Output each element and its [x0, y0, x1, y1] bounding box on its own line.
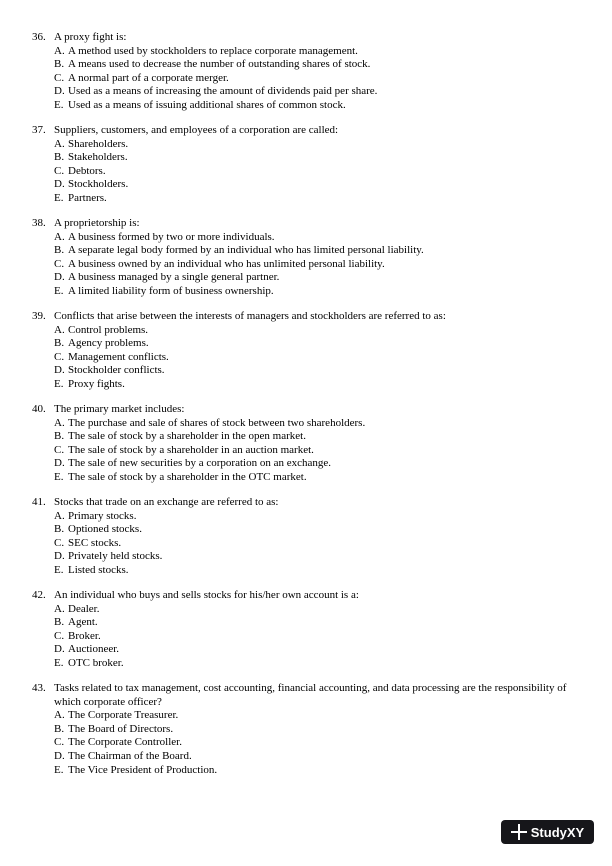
option-letter: C. [54, 629, 65, 642]
option-text: Used as a means of issuing additional shares of common stock. [68, 98, 346, 111]
option-text: A separate legal body formed by an individual who has limited personal liability. [68, 244, 424, 257]
option-letter: A. [54, 137, 65, 150]
option-d [32, 750, 592, 764]
question-number: 38. [32, 217, 46, 229]
option-text: Stockholders. [68, 178, 129, 191]
question-number: 42. [32, 589, 46, 601]
option-b [32, 723, 592, 737]
option-text: The Corporate Controller. [68, 736, 182, 749]
option-text: Stockholder conflicts. [68, 364, 165, 377]
option-letter: E. [54, 470, 64, 483]
option-letter: B. [54, 523, 65, 536]
option-letter: B. [54, 616, 65, 629]
question-text: Suppliers, customers, and employees of a corporation are called: [54, 124, 339, 136]
question-number: 40. [32, 403, 46, 415]
option-letter: B. [54, 722, 65, 735]
option-text: Management conflicts. [68, 350, 169, 363]
option-text: Proxy fights. [68, 377, 125, 390]
option-letter: E. [54, 98, 64, 111]
option-text: The sale of stock by a shareholder in an auction market. [68, 443, 314, 456]
option-text: Privately held stocks. [68, 550, 163, 563]
question-number: 43. [32, 682, 46, 694]
question-38 [32, 217, 592, 299]
option-text: Shareholders. [68, 137, 129, 150]
option-text: A limited liability form of business ownership. [68, 284, 274, 297]
option-text: Primary stocks. [68, 509, 137, 522]
option-text: Optioned stocks. [68, 523, 142, 536]
option-letter: C. [54, 257, 65, 270]
option-letter: A. [54, 44, 65, 57]
option-text: Debtors. [68, 164, 106, 177]
option-text: Dealer. [68, 602, 100, 615]
option-b [32, 337, 592, 351]
option-c [32, 537, 592, 551]
option-text: OTC broker. [68, 656, 124, 669]
option-a [32, 231, 592, 245]
option-letter: B. [54, 337, 65, 350]
option-d [32, 643, 592, 657]
option-text: Auctioneer. [68, 643, 120, 656]
option-a [32, 510, 592, 524]
option-letter: B. [54, 151, 65, 164]
option-letter: D. [54, 364, 65, 377]
option-text: Control problems. [68, 323, 149, 336]
option-letter: B. [54, 244, 65, 257]
question-text: Tasks related to tax management, cost accounting, financial accounting, and data processing are the responsibility of which corporate officer? [54, 682, 567, 708]
option-letter: D. [54, 178, 65, 191]
question-text: A proprietorship is: [54, 217, 140, 229]
option-text: A business formed by two or more individuals. [68, 230, 275, 243]
question-number: 39. [32, 310, 46, 322]
option-e [32, 657, 592, 671]
question-text: The primary market includes: [54, 403, 185, 415]
question-43 [32, 682, 592, 777]
option-letter: D. [54, 643, 65, 656]
option-letter: C. [54, 350, 65, 363]
option-letter: E. [54, 377, 64, 390]
option-c [32, 165, 592, 179]
option-a [32, 138, 592, 152]
option-text: Used as a means of increasing the amount of dividends paid per share. [68, 85, 378, 98]
question-text: A proxy fight is: [54, 31, 127, 43]
option-text: A method used by stockholders to replace corporate management. [68, 44, 358, 57]
question-39 [32, 310, 592, 392]
option-letter: B. [54, 58, 65, 71]
option-letter: C. [54, 164, 65, 177]
option-c [32, 736, 592, 750]
option-b [32, 151, 592, 165]
option-text: The sale of stock by a shareholder in the OTC market. [68, 470, 307, 483]
option-e [32, 378, 592, 392]
option-c [32, 630, 592, 644]
option-text: The Corporate Treasurer. [68, 709, 179, 722]
option-letter: D. [54, 749, 65, 762]
option-d [32, 457, 592, 471]
option-letter: C. [54, 736, 65, 749]
option-b [32, 616, 592, 630]
option-text: A normal part of a corporate merger. [68, 71, 229, 84]
option-letter: A. [54, 323, 65, 336]
question-text: Conflicts that arise between the interests of managers and stockholders are referred to as: [54, 310, 446, 322]
option-letter: E. [54, 563, 64, 576]
option-text: Agent. [68, 616, 98, 629]
question-text: Stocks that trade on an exchange are referred to as: [54, 496, 279, 508]
option-e [32, 764, 592, 778]
option-letter: C. [54, 443, 65, 456]
question-number: 36. [32, 31, 46, 43]
option-letter: A. [54, 709, 65, 722]
option-text: Agency problems. [68, 337, 149, 350]
option-text: The Chairman of the Board. [68, 749, 192, 762]
option-letter: E. [54, 656, 64, 669]
option-text: The Vice President of Production. [68, 763, 218, 776]
option-text: The sale of stock by a shareholder in the open market. [68, 430, 306, 443]
option-letter: A. [54, 230, 65, 243]
option-e [32, 564, 592, 578]
option-text: The purchase and sale of shares of stock between two shareholders. [68, 416, 366, 429]
option-text: The Board of Directors. [68, 722, 174, 735]
option-a [32, 417, 592, 431]
question-text: An individual who buys and sells stocks for his/her own account is a: [54, 589, 359, 601]
option-a [32, 45, 592, 59]
option-c [32, 444, 592, 458]
option-letter: A. [54, 602, 65, 615]
option-d [32, 178, 592, 192]
option-c [32, 258, 592, 272]
question-40 [32, 403, 592, 485]
option-letter: D. [54, 550, 65, 563]
option-c [32, 72, 592, 86]
option-text: SEC stocks. [68, 536, 122, 549]
option-a [32, 603, 592, 617]
option-text: A business managed by a single general partner. [68, 271, 280, 284]
question-number: 41. [32, 496, 46, 508]
question-41 [32, 496, 592, 578]
option-d [32, 271, 592, 285]
option-text: Listed stocks. [68, 563, 129, 576]
question-36 [32, 31, 592, 113]
question-number: 37. [32, 124, 46, 136]
option-letter: B. [54, 430, 65, 443]
option-text: Partners. [68, 191, 107, 204]
option-d [32, 85, 592, 99]
option-e [32, 471, 592, 485]
option-text: The sale of new securities by a corporation on an exchange. [68, 457, 331, 470]
option-letter: E. [54, 191, 64, 204]
option-letter: C. [54, 536, 65, 549]
option-letter: D. [54, 457, 65, 470]
question-37 [32, 124, 592, 206]
option-d [32, 550, 592, 564]
option-letter: C. [54, 71, 65, 84]
option-b [32, 523, 592, 537]
option-letter: A. [54, 416, 65, 429]
option-e [32, 192, 592, 206]
logo-text: StudyXY [530, 824, 585, 840]
question-42 [32, 589, 592, 671]
option-e [32, 285, 592, 299]
option-e [32, 99, 592, 113]
option-a [32, 324, 592, 338]
option-b [32, 244, 592, 258]
option-letter: D. [54, 85, 65, 98]
studyxy-logo[interactable] [501, 820, 594, 844]
option-letter: E. [54, 284, 64, 297]
option-text: A means used to decrease the number of outstanding shares of stock. [68, 58, 371, 71]
option-letter: A. [54, 509, 65, 522]
option-b [32, 430, 592, 444]
plus-cross-icon [511, 824, 527, 840]
option-text: Stakeholders. [68, 151, 128, 164]
option-c [32, 351, 592, 365]
option-text: Broker. [68, 629, 101, 642]
option-b [32, 58, 592, 72]
option-letter: D. [54, 271, 65, 284]
option-a [32, 709, 592, 723]
option-d [32, 364, 592, 378]
option-letter: E. [54, 763, 64, 776]
option-text: A business owned by an individual who has unlimited personal liability. [68, 257, 385, 270]
